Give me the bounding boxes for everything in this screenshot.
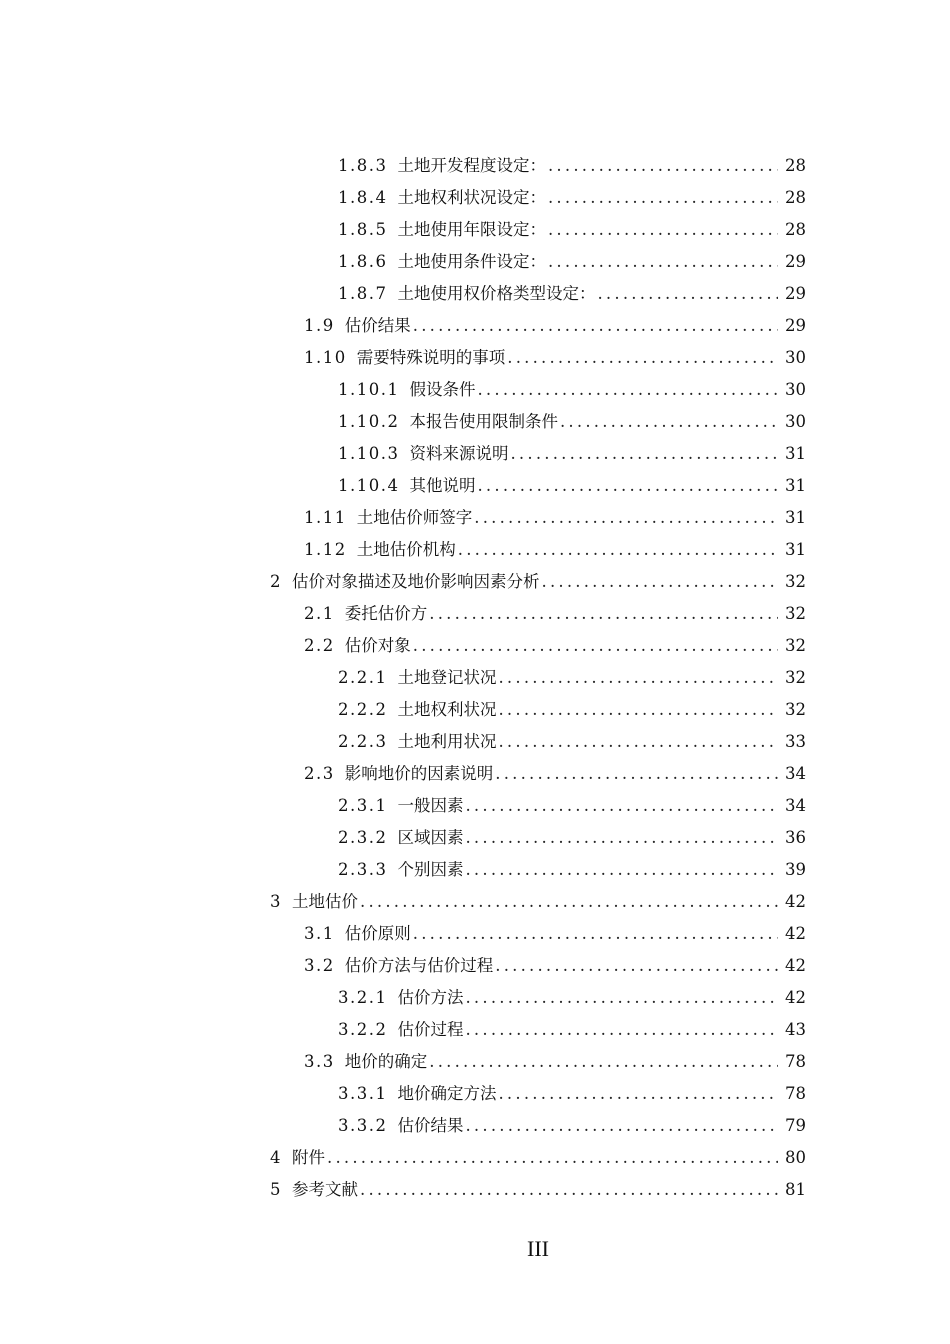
- toc-entry-page: 28: [785, 188, 806, 207]
- toc-entry[interactable]: [0, 182, 950, 214]
- dot-leader: [465, 790, 778, 822]
- dot-leader: [360, 886, 778, 918]
- toc-entry-page: 31: [785, 444, 806, 463]
- toc-entry-title: 资料来源说明: [409, 444, 509, 463]
- dot-leader: [498, 1078, 778, 1110]
- toc-entry-title: 估价原则: [344, 924, 411, 943]
- toc-entry-page: 31: [785, 508, 806, 527]
- toc-entry-page: 79: [785, 1116, 806, 1135]
- toc-entry[interactable]: [0, 406, 950, 438]
- dot-leader: [413, 918, 778, 950]
- dot-leader: [495, 950, 778, 982]
- toc-entry-title: 土地估价师签字: [356, 508, 473, 527]
- toc-entry-page: 29: [785, 252, 806, 271]
- toc-entry[interactable]: [0, 470, 950, 502]
- dot-leader: [465, 1014, 778, 1046]
- toc-entry[interactable]: [0, 950, 950, 982]
- dot-leader: [429, 598, 778, 630]
- toc-entry-title: 影响地价的因素说明: [344, 764, 494, 783]
- toc-entry-page: 31: [785, 476, 806, 495]
- toc-entry-number: 1.8.7: [338, 284, 388, 303]
- toc-entry-page: 80: [785, 1148, 806, 1167]
- toc-entry-title: 土地使用条件设定：: [397, 252, 546, 271]
- toc-entry-title: 估价方法与估价过程: [344, 956, 494, 975]
- dot-leader: [597, 278, 778, 310]
- toc-entry-number: 1.8.3: [338, 156, 388, 175]
- toc-entry-number: 2.3.3: [338, 860, 388, 879]
- dot-leader: [458, 534, 778, 566]
- toc-entry[interactable]: [0, 278, 950, 310]
- dot-leader: [360, 1174, 778, 1206]
- toc-entry-page: 32: [785, 604, 806, 623]
- toc-entry[interactable]: [0, 726, 950, 758]
- toc-entry-page: 78: [785, 1052, 806, 1071]
- toc-entry[interactable]: [0, 502, 950, 534]
- toc-entry-page: 42: [785, 924, 806, 943]
- toc-entry-title: 估价过程: [397, 1020, 464, 1039]
- dot-leader: [413, 630, 778, 662]
- toc-entry-number: 1.12: [304, 540, 347, 559]
- toc-entry-page: 30: [785, 380, 806, 399]
- toc-entry-title: 土地使用权价格类型设定：: [397, 284, 596, 303]
- toc-entry[interactable]: [0, 918, 950, 950]
- toc-entry-title: 估价方法: [397, 988, 464, 1007]
- toc-entry-page: 34: [785, 796, 806, 815]
- toc-entry-number: 3.3: [304, 1052, 335, 1071]
- toc-entry-number: 2.2: [304, 636, 335, 655]
- toc-entry[interactable]: [0, 566, 950, 598]
- toc-entry-page: 43: [785, 1020, 806, 1039]
- toc-entry-title: 土地开发程度设定：: [397, 156, 546, 175]
- toc-entry-number: 1.10.4: [338, 476, 400, 495]
- toc-entry-number: 1.8.4: [338, 188, 388, 207]
- toc-entry[interactable]: [0, 694, 950, 726]
- toc-entry-number: 1.9: [304, 316, 335, 335]
- toc-entry-number: 2.2.3: [338, 732, 388, 751]
- toc-entry-title: 假设条件: [409, 380, 476, 399]
- toc-entry-title: 地价确定方法: [397, 1084, 497, 1103]
- toc-entry-number: 2.3.2: [338, 828, 388, 847]
- toc-entry-number: 1.10.3: [338, 444, 400, 463]
- toc-entry-title: 参考文献: [292, 1180, 358, 1199]
- toc-entry-number: 2.2.2: [338, 700, 388, 719]
- toc-entry-title: 需要特殊说明的事项: [356, 348, 506, 367]
- toc-entry-title: 土地使用年限设定：: [397, 220, 546, 239]
- toc-entry-page: 30: [785, 412, 806, 431]
- toc-entry-page: 33: [785, 732, 806, 751]
- dot-leader: [560, 406, 778, 438]
- dot-leader: [465, 1110, 778, 1142]
- toc-entry[interactable]: [0, 214, 950, 246]
- dot-leader: [548, 214, 778, 246]
- toc-entry[interactable]: [0, 854, 950, 886]
- toc-entry-page: 42: [785, 988, 806, 1007]
- toc-entry-number: 2.3.1: [338, 796, 388, 815]
- toc-entry-number: 3.2: [304, 956, 335, 975]
- toc-entry[interactable]: [0, 1014, 950, 1046]
- dot-leader: [465, 822, 778, 854]
- toc-entry[interactable]: [0, 662, 950, 694]
- toc-entry-page: 42: [785, 892, 806, 911]
- dot-leader: [548, 150, 778, 182]
- toc-entry-title: 土地利用状况: [397, 732, 497, 751]
- toc-entry[interactable]: [0, 310, 950, 342]
- toc-entry-number: 1.10: [304, 348, 347, 367]
- dot-leader: [510, 438, 778, 470]
- toc-entry[interactable]: [0, 438, 950, 470]
- toc-entry-number: 4: [270, 1148, 282, 1167]
- toc-entry-page: 32: [785, 636, 806, 655]
- dot-leader: [548, 246, 778, 278]
- dot-leader: [498, 694, 778, 726]
- toc-entry-number: 3.3.2: [338, 1116, 388, 1135]
- dot-leader: [548, 182, 778, 214]
- dot-leader: [507, 342, 778, 374]
- dot-leader: [498, 726, 778, 758]
- dot-leader: [465, 982, 778, 1014]
- toc-entry[interactable]: [0, 886, 950, 918]
- toc-entry-title: 土地权利状况: [397, 700, 497, 719]
- toc-entry[interactable]: [0, 246, 950, 278]
- toc-entry-title: 本报告使用限制条件: [409, 412, 558, 431]
- toc-entry-number: 5: [270, 1180, 282, 1199]
- toc-entry-title: 个别因素: [397, 860, 464, 879]
- toc-entry[interactable]: [0, 342, 950, 374]
- toc-entry[interactable]: [0, 982, 950, 1014]
- toc-entry[interactable]: [0, 758, 950, 790]
- toc-entry-page: 34: [785, 764, 806, 783]
- dot-leader: [477, 374, 778, 406]
- toc-entry[interactable]: [0, 790, 950, 822]
- toc-entry[interactable]: [0, 630, 950, 662]
- toc-entry[interactable]: [0, 1142, 950, 1174]
- toc-entry-page: 32: [785, 572, 806, 591]
- toc-entry-number: 1.8.6: [338, 252, 388, 271]
- toc-entry-page: 28: [785, 156, 806, 175]
- toc-entry-title: 土地权利状况设定：: [397, 188, 546, 207]
- toc-entry[interactable]: [0, 150, 950, 182]
- toc-entry-page: 29: [785, 284, 806, 303]
- dot-leader: [495, 758, 778, 790]
- toc-entry-title: 土地估价机构: [356, 540, 456, 559]
- table-of-contents: [0, 150, 950, 1206]
- dot-leader: [429, 1046, 778, 1078]
- toc-entry-number: 3: [270, 892, 282, 911]
- toc-entry[interactable]: [0, 822, 950, 854]
- dot-leader: [465, 854, 778, 886]
- toc-entry-number: 2: [270, 572, 282, 591]
- toc-entry-title: 区域因素: [397, 828, 464, 847]
- toc-entry-page: 32: [785, 668, 806, 687]
- toc-entry[interactable]: [0, 1174, 950, 1206]
- toc-entry-title: 土地登记状况: [397, 668, 497, 687]
- dot-leader: [542, 566, 779, 598]
- toc-entry-title: 土地估价: [292, 892, 358, 911]
- toc-entry[interactable]: [0, 598, 950, 630]
- toc-entry-title: 其他说明: [409, 476, 476, 495]
- toc-entry-page: 78: [785, 1084, 806, 1103]
- toc-entry-number: 2.1: [304, 604, 335, 623]
- toc-entry-title: 一般因素: [397, 796, 464, 815]
- toc-entry[interactable]: [0, 1110, 950, 1142]
- toc-entry[interactable]: [0, 374, 950, 406]
- dot-leader: [327, 1142, 778, 1174]
- toc-entry-number: 3.2.1: [338, 988, 388, 1007]
- toc-entry-title: 委托估价方: [344, 604, 428, 623]
- toc-entry-number: 3.3.1: [338, 1084, 388, 1103]
- toc-entry-title: 地价的确定: [344, 1052, 428, 1071]
- toc-entry-title: 附件: [292, 1148, 325, 1167]
- dot-leader: [477, 470, 778, 502]
- toc-entry[interactable]: [0, 1046, 950, 1078]
- toc-entry-title: 估价对象: [344, 636, 411, 655]
- toc-entry-number: 2.3: [304, 764, 335, 783]
- dot-leader: [498, 662, 778, 694]
- toc-entry-number: 3.2.2: [338, 1020, 388, 1039]
- toc-entry-number: 2.2.1: [338, 668, 388, 687]
- toc-entry-page: 29: [785, 316, 806, 335]
- toc-entry-page: 36: [785, 828, 806, 847]
- toc-entry-number: 1.11: [304, 508, 347, 527]
- toc-entry-page: 81: [785, 1180, 806, 1199]
- toc-entry[interactable]: [0, 534, 950, 566]
- dot-leader: [413, 310, 778, 342]
- toc-entry-number: 1.10.2: [338, 412, 400, 431]
- toc-entry[interactable]: [0, 1078, 950, 1110]
- toc-entry-page: 39: [785, 860, 806, 879]
- toc-entry-number: 1.10.1: [338, 380, 400, 399]
- toc-entry-number: 3.1: [304, 924, 335, 943]
- toc-entry-title: 估价结果: [344, 316, 411, 335]
- toc-entry-page: 30: [785, 348, 806, 367]
- dot-leader: [474, 502, 778, 534]
- toc-entry-number: 1.8.5: [338, 220, 388, 239]
- toc-entry-page: 28: [785, 220, 806, 239]
- toc-entry-title: 估价结果: [397, 1116, 464, 1135]
- page-number: III: [527, 1236, 549, 1261]
- toc-entry-page: 31: [785, 540, 806, 559]
- toc-entry-page: 32: [785, 700, 806, 719]
- toc-entry-page: 42: [785, 956, 806, 975]
- toc-entry-title: 估价对象描述及地价影响因素分析: [292, 572, 540, 591]
